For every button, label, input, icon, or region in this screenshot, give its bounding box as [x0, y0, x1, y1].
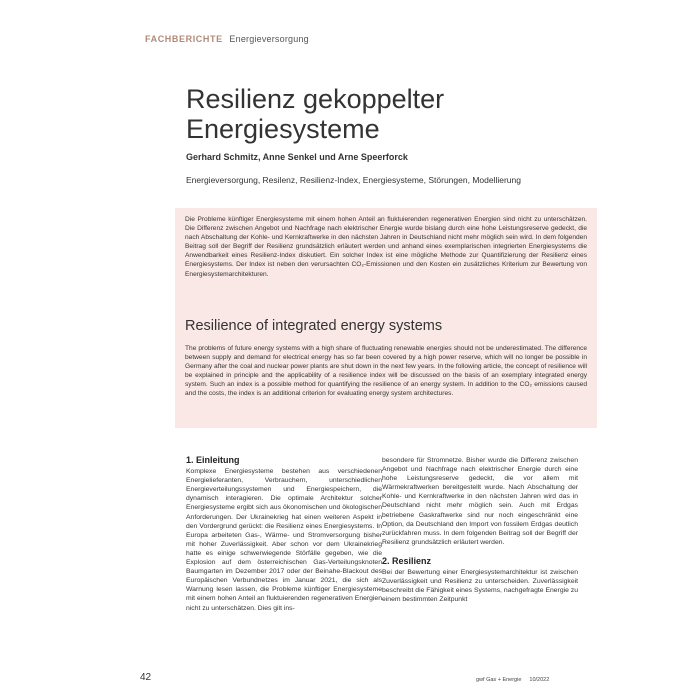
article-keywords: Energieversorgung, Resilenz, Resilienz-Index, Energiesysteme, Störungen, Modellierung: [186, 175, 521, 185]
article-title: Resilienz gekoppelter Energiesysteme: [186, 84, 445, 144]
body-column-right: [382, 456, 578, 604]
running-header: [145, 34, 309, 44]
abstract-box: [175, 208, 597, 428]
section-1-text: Komplexe Energiesysteme bestehen aus verschiedenen Energielieferanten, Verbrauchern, unterschiedlichen Energieverteilungssystemen und Energiespeichern, die dynamisch interagieren. Die optimale Architektur solcher Energiesysteme ergibt sich aus ökonomischen und ökologischen Anforderungen. Der Ukrainekrieg hat einen weiteren Aspekt in den Vordergrund gerückt: die Resilienz eines Energiesystems. In Europa arbeiteten Gas-, Wärme- und Stromversorgung bisher mit hoher Zuverlässigkeit. Aber schon vor dem Ukrainekrieg hatte es einige schwerwiegende Störfälle gegeben, wie die Explosion auf dem österreichischen Gas-Verteilungsknoten Baumgarten im Dezember 2017 oder der Beinahe-Blackout des Europäischen Verbundnetzes im Januar 2021, die sich als Warnung lesen lassen, die Probleme künftiger Energiesysteme mit einem hohen Anteil an fluktuierenden regenerativen Energien nicht zu unterschätzen. Dies gilt ins-: [186, 468, 382, 612]
header-category: FACHBERICHTE: [145, 34, 223, 44]
journal-footer: [476, 677, 549, 683]
abstract-english: The problems of future energy systems with a high share of fluctuating renewable energies should not be underestimated. The difference between supply and demand for electrical energy has so far been covered by a high power reserve, which will no longer be possible in Germany after the coal and nuclear power plants are shut down in the next few years. In the following article, the concept of resilience will be explained in principle and the applicability of a resilience index will be discussed on the basis of an exemplary integrated energy system. Such an index is a possible method for quantifying the resilience of an energy system. In addition to the CO₂ emissions caused and the costs, the index is an additional criterion for evaluating energy system architectures.: [185, 345, 587, 398]
column-2-text: besondere für Stromnetze. Bisher wurde die Differenz zwischen Angebot und Nachfrage nach elektrischer Energie durch eine hohe Leistungsreserve gedeckt, die vor allem mit Wärmekraftwerken bereitgestellt wurde. Nach Abschaltung der Kohle- und Kernkraftwerke in den nächsten Jahren wird das in Deutschland nicht mehr möglich sein. Auch mit Erdgas betriebene Gaskraftwerke sind nur noch eingeschränkt eine Option, da Deutschland den Import von fossilem Erdgas deutlich zurückfahren muss. In dem folgenden Beitrag soll der Begriff der Resilienz grundsätzlich erläutert werden.: [382, 457, 578, 546]
abstract-german: Die Probleme künftiger Energiesysteme mit einem hohen Anteil an fluktuierenden regenerativen Energien sind nicht zu unterschätzen. Die Differenz zwischen Angebot und Nachfrage nach elektrischer Energie wurde bislang durch eine hohe Leistungsreserve gedeckt, die nach Abschaltung der Kohle- und Kernkraftwerke in den nächsten Jahren in Deutschland nicht mehr möglich sein wird. In dem folgenden Beitrag soll der Begriff der Resilienz grundsätzlich erläutert werden und anhand eines exemplarischen integrierten Energiesystems die Anwendbarkeit eines Resilienz-Index diskutiert. Ein solcher Index ist eine mögliche Methode zur Quantifizierung der Resilienz eines Energiesystems. Der Index ist neben den verursachten CO₂-Emissionen und den Kosten ein zusätzliches Kriterium zur Bewertung von Energiesystemarchitekturen.: [185, 216, 587, 278]
section-2-heading: 2. Resilienz: [382, 555, 432, 566]
section-2-text: Bei der Bewertung einer Energiesystemarchitektur ist zwischen Zuverlässigkeit und Resilienz zu unterscheiden. Zuverlässigkeit beschreibt die Fähigkeit eines Systems, nachgefragte Energie zu einem bestimmten Zeitpunkt: [382, 569, 578, 604]
header-subcategory: Energieversorgung: [229, 34, 309, 44]
journal-issue: 10/2022: [529, 677, 550, 683]
journal-name: gwf Gas + Energie: [476, 677, 522, 683]
english-title: Resilience of integrated energy systems: [185, 318, 443, 334]
article-authors: Gerhard Schmitz, Anne Senkel und Arne Speerforck: [186, 152, 408, 162]
section-1-heading: 1. Einleitung: [186, 455, 240, 465]
page-number: 42: [140, 672, 152, 683]
body-column-left: [186, 456, 382, 613]
